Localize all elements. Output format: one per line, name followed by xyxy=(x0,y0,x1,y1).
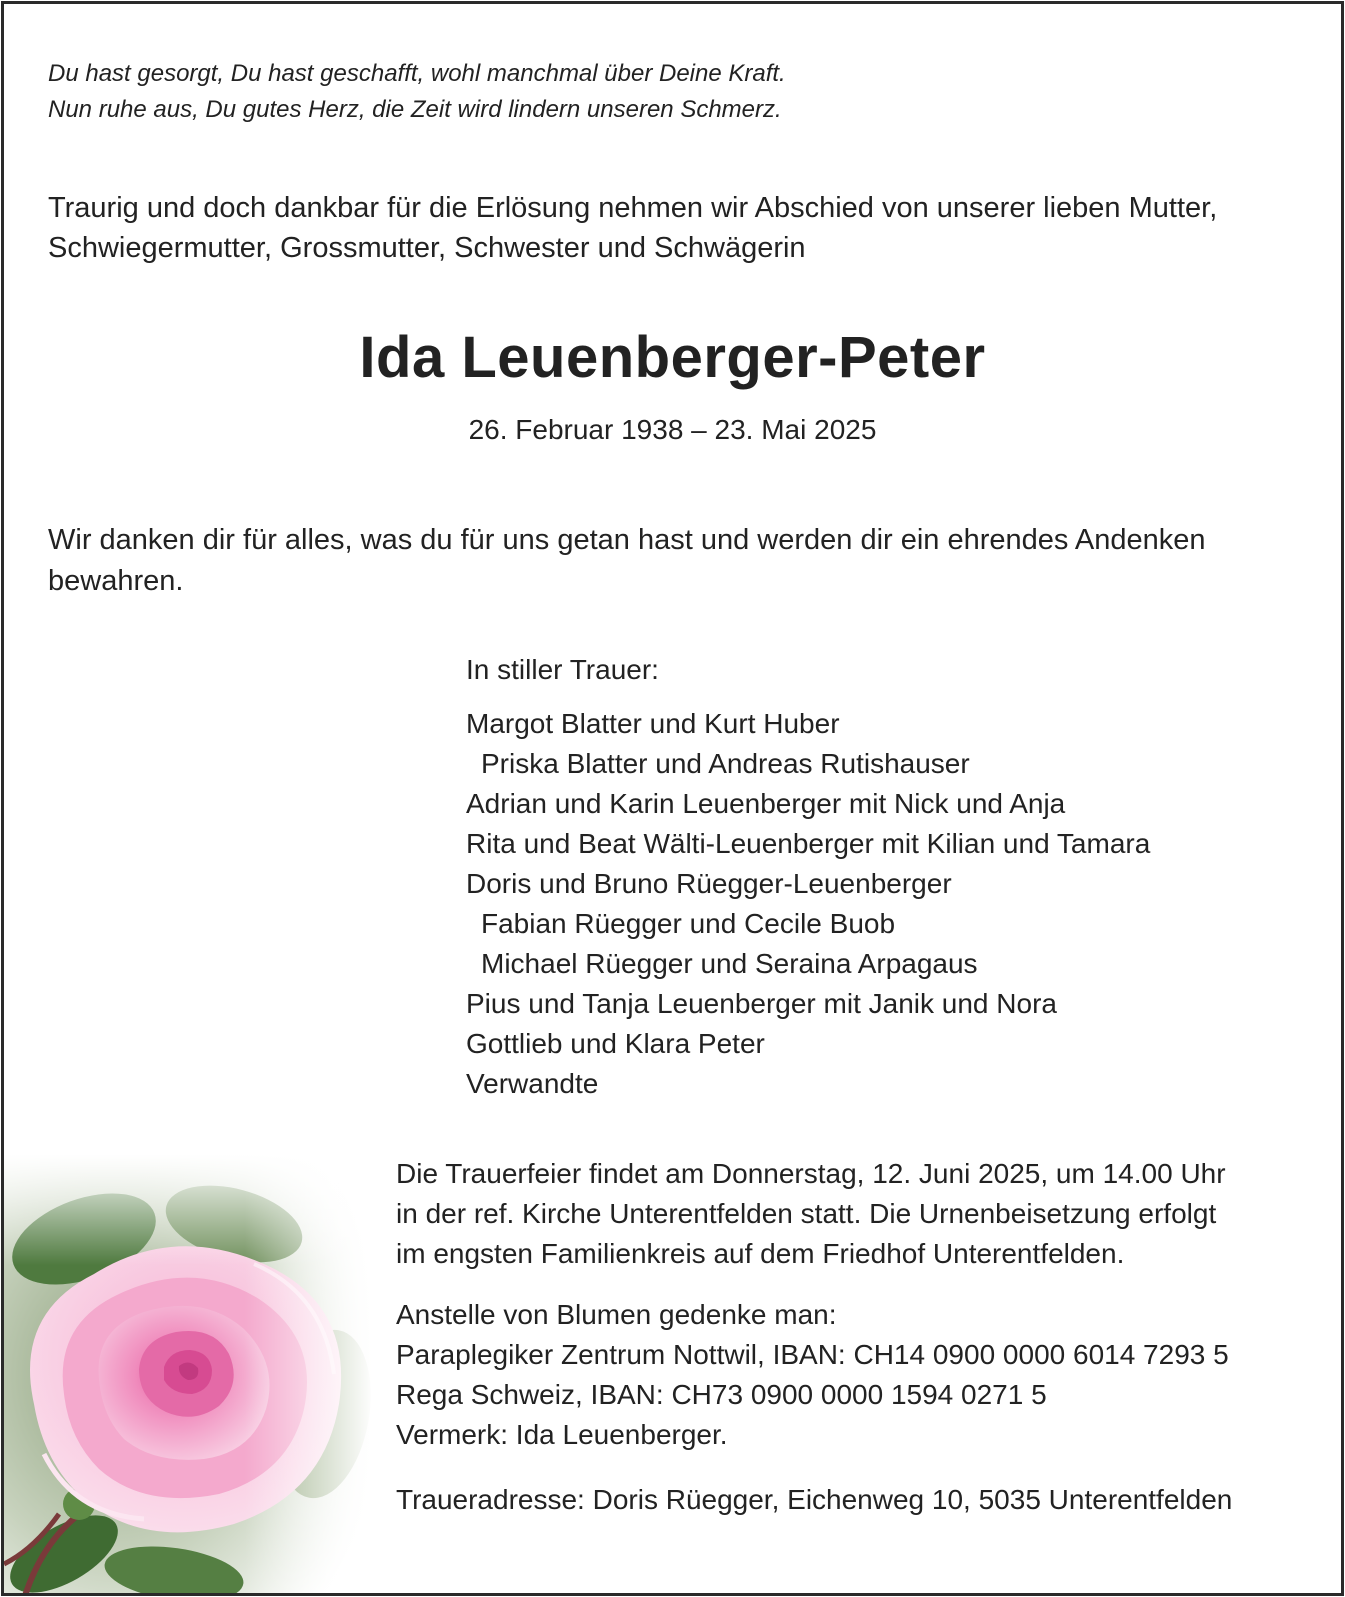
mourner-name: Margot Blatter und Kurt Huber xyxy=(466,708,840,739)
quote-line-2: Nun ruhe aus, Du gutes Herz, die Zeit wird lindern unseren Schmerz. xyxy=(48,96,782,123)
thanks-line-2: bewahren. xyxy=(48,565,184,597)
thanks-text xyxy=(48,520,1205,602)
quote-line-1: Du hast gesorgt, Du hast geschafft, wohl manchmal über Deine Kraft. xyxy=(48,60,786,87)
mourner-name: Michael Rüegger und Seraina Arpagaus xyxy=(481,948,978,979)
mourner-name: Rita und Beat Wälti-Leuenberger mit Kilian und Tamara xyxy=(466,828,1151,859)
life-dates: 26. Februar 1938 – 23. Mai 2025 xyxy=(468,414,877,445)
ceremony-line-3: im engsten Familienkreis auf dem Friedhof Unterentfelden. xyxy=(396,1238,1125,1269)
thanks-line-1: Wir danken dir für alles, was du für uns getan hast und werden dir ein ehrendes Andenken xyxy=(48,524,1206,556)
obituary-notice xyxy=(1,1,1344,1596)
donation-note: Vermerk: Ida Leuenberger. xyxy=(396,1419,728,1450)
donations-intro: Anstelle von Blumen gedenke man: xyxy=(396,1299,837,1330)
ceremony-line-2: in der ref. Kirche Unterentfelden statt. Die Urnenbeisetzung erfolgt xyxy=(396,1198,1217,1229)
rose-image xyxy=(4,1154,374,1596)
mourner-name: Adrian und Karin Leuenberger mit Nick und Anja xyxy=(466,788,1066,819)
mourner-name: Doris und Bruno Rüegger-Leuenberger xyxy=(466,868,952,899)
intro-line-2: Schwiegermutter, Grossmutter, Schwester und Schwägerin xyxy=(48,232,806,264)
deceased-name: Ida Leuenberger-Peter xyxy=(359,325,986,390)
donation-nottwil: Paraplegiker Zentrum Nottwil, IBAN: CH14 0900 0000 6014 7293 5 xyxy=(396,1339,1229,1370)
intro-line-1: Traurig und doch dankbar für die Erlösung nehmen wir Abschied von unserer lieben Mutter, xyxy=(48,192,1218,224)
mourner-name: Pius und Tanja Leuenberger mit Janik und Nora xyxy=(466,988,1057,1019)
mourner-name: Fabian Rüegger und Cecile Buob xyxy=(481,908,896,939)
mourner-name: Gottlieb und Klara Peter xyxy=(466,1028,765,1059)
ceremony-line-1: Die Trauerfeier findet am Donnerstag, 12. Juni 2025, um 14.00 Uhr xyxy=(396,1158,1226,1189)
mourners-list xyxy=(466,704,1150,1104)
mourner-name: Verwandte xyxy=(466,1068,599,1099)
mourning-address: Traueradresse: Doris Rüegger, Eichenweg 10, 5035 Unterentfelden xyxy=(396,1484,1233,1515)
donation-rega: Rega Schweiz, IBAN: CH73 0900 0000 1594 0271 5 xyxy=(396,1379,1047,1410)
mourner-name: Priska Blatter und Andreas Rutishauser xyxy=(481,748,970,779)
mourners-heading: In stiller Trauer: xyxy=(466,654,659,685)
